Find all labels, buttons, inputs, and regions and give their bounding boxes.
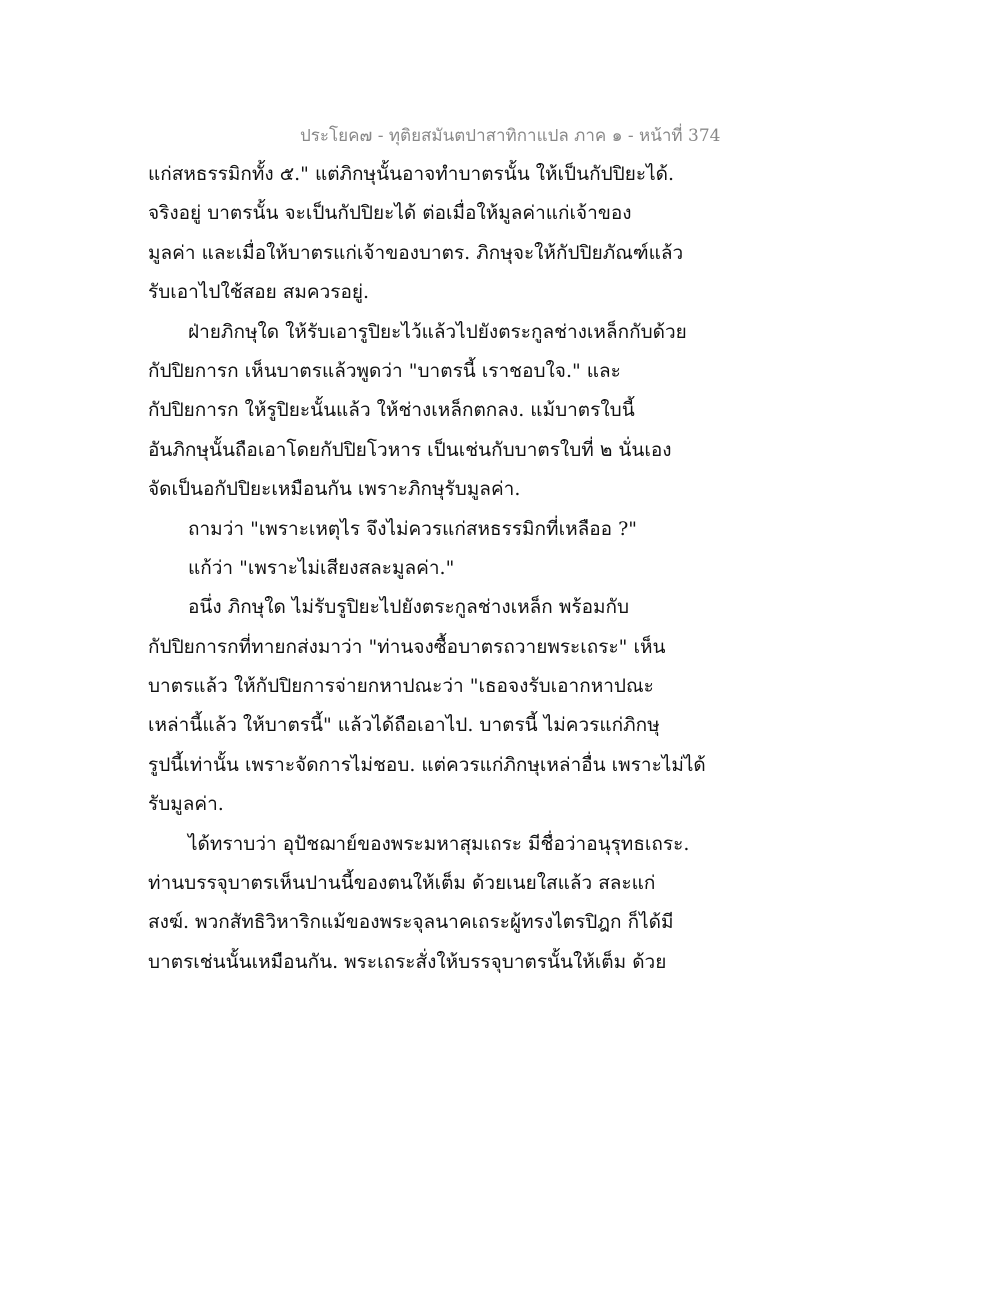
paragraph-first-line: ฝ่ายภิกษุใด ให้รับเอารูปิยะไว้แล้วไปยังตระกูลช่างเหล็กกับด้วย <box>188 320 687 343</box>
text-line: กัปปิยการกที่ทายกส่งมาว่า "ท่านจงซื้อบาตรถวายพระเถระ" เห็น <box>148 635 666 658</box>
text-line: กัปปิยการก เห็นบาตรแล้วพูดว่า "บาตรนี้ เราชอบใจ." และ <box>148 359 621 382</box>
text-line: จัดเป็นอกัปปิยะเหมือนกัน เพราะภิกษุรับมูลค่า. <box>148 478 521 501</box>
text-line: เหล่านี้แล้ว ให้บาตรนี้" แล้วได้ถือเอาไป. บาตรนี้ ไม่ควรแก่ภิกษุ <box>148 714 660 737</box>
text-line: จริงอยู่ บาตรนั้น จะเป็นกัปปิยะได้ ต่อเมื่อให้มูลค่าแก่เจ้าของ <box>148 202 632 225</box>
paragraph-first-line: ถามว่า "เพราะเหตุไร จึงไม่ควรแก่สหธรรมิกที่เหลืออ ?" <box>188 517 638 540</box>
text-line: ท่านบรรจุบาตรเห็นปานนี้ของตนให้เต็ม ด้วยเนยใสแล้ว สละแก่ <box>148 872 656 895</box>
text-line: สงฆ์. พวกสัทธิวิหาริกแม้ของพระจุลนาคเถระผู้ทรงไตรปิฎก ก็ได้มี <box>148 911 674 934</box>
running-header: ประโยค๗ - ทุติยสมันตปาสาทิกาแปล ภาค ๑ - หน้าที่ 374 <box>300 126 721 146</box>
text-line: รับมูลค่า. <box>148 793 224 816</box>
text-line: มูลค่า และเมื่อให้บาตรแก่เจ้าของบาตร. ภิกษุจะให้กัปปิยภัณฑ์แล้ว <box>148 241 684 264</box>
paragraph-first-line: แก้ว่า "เพราะไม่เสียงสละมูลค่า." <box>188 556 455 579</box>
text-line: แก่สหธรรมิกทั้ง ๕." แต่ภิกษุนั้นอาจทำบาตรนั้น ให้เป็นกัปปิยะได้. <box>148 163 674 185</box>
text-line: บาตรเช่นนั้นเหมือนกัน. พระเถระสั่งให้บรรจุบาตรนั้นให้เต็ม ด้วย <box>148 950 667 973</box>
text-line: กัปปิยการก ให้รูปิยะนั้นแล้ว ให้ช่างเหล็กตกลง. แม้บาตรใบนี้ <box>148 399 635 422</box>
paragraph-first-line: อนึ่ง ภิกษุใด ไม่รับรูปิยะไปยังตระกูลช่างเหล็ก พร้อมกับ <box>188 596 630 619</box>
paragraph-first-line: ได้ทราบว่า อุปัชฌาย์ของพระมหาสุมเถระ มีชื่อว่าอนุรุทธเถระ. <box>188 832 690 855</box>
text-line: รูปนี้เท่านั้น เพราะจัดการไม่ชอบ. แต่ควรแก่ภิกษุเหล่าอื่น เพราะไม่ได้ <box>148 753 706 776</box>
text-line: บาตรแล้ว ให้กัปปิยการจ่ายกหาปณะว่า "เธอจงรับเอากหาปณะ <box>148 675 654 698</box>
body-text <box>148 155 708 982</box>
text-line: รับเอาไปใช้สอย สมควรอยู่. <box>148 281 370 304</box>
text-line: อันภิกษุนั้นถือเอาโดยกัปปิยโวหาร เป็นเช่นกับบาตรใบที่ ๒ นั่นเอง <box>148 438 672 461</box>
